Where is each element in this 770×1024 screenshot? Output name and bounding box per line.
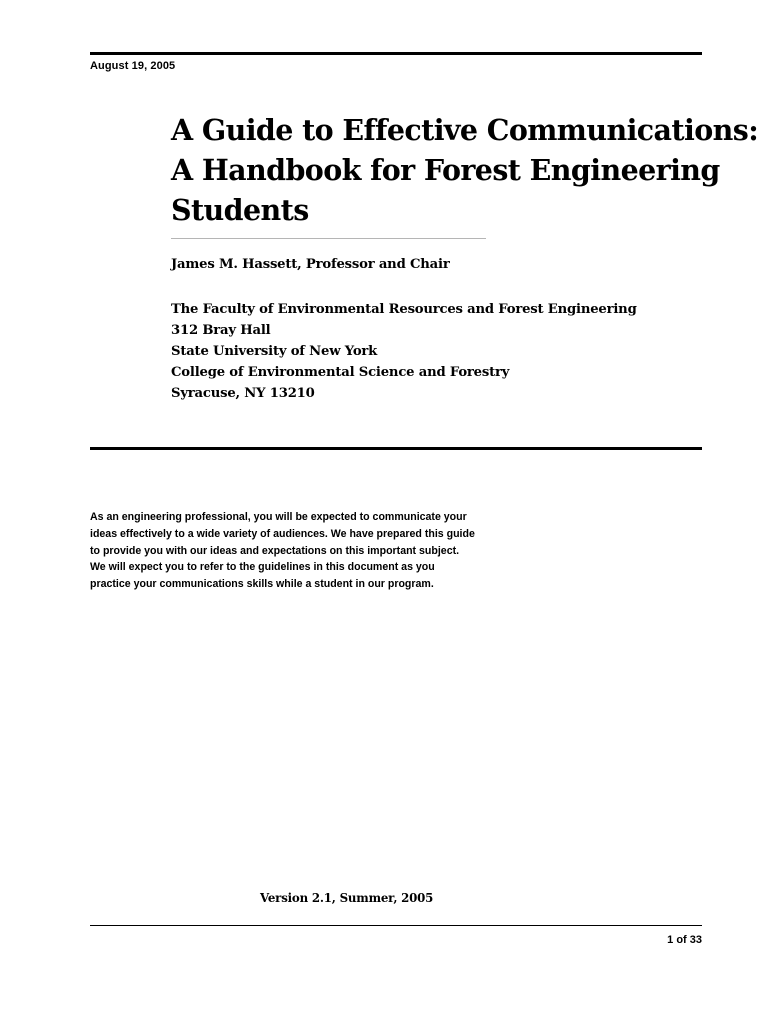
header-date: August 19, 2005 <box>90 60 176 72</box>
author-line: James M. Hassett, Professor and Chair <box>171 257 450 272</box>
section-rule <box>90 447 702 450</box>
title-line: A Handbook for Forest Engineering <box>171 153 720 187</box>
affiliation-line: College of Environmental Science and Forestry <box>171 365 510 380</box>
abstract-line: ideas effectively to a wide variety of audiences. We have prepared this guide <box>90 527 475 540</box>
title-divider <box>171 238 486 239</box>
affiliation-block <box>171 299 637 404</box>
abstract-line: As an engineering professional, you will be expected to communicate your <box>90 511 467 523</box>
page-number: 1 of 33 <box>667 934 702 946</box>
version-note: Version 2.1, Summer, 2005 <box>260 891 434 905</box>
header-rule <box>90 52 702 55</box>
abstract-line: to provide you with our ideas and expectations on this important subject. <box>90 544 460 557</box>
affiliation-line: Syracuse, NY 13210 <box>171 386 315 401</box>
title-line: Students <box>171 193 309 227</box>
affiliation-line: The Faculty of Environmental Resources and Forest Engineering <box>171 302 637 317</box>
affiliation-line: State University of New York <box>171 344 378 359</box>
affiliation-line: 312 Bray Hall <box>171 323 271 338</box>
abstract-paragraph <box>90 509 530 593</box>
footer-rule <box>90 925 702 926</box>
abstract-line: practice your communications skills while a student in our program. <box>90 578 434 591</box>
abstract-line: We will expect you to refer to the guidelines in this document as you <box>90 561 435 574</box>
document-title <box>171 110 759 230</box>
title-line: A Guide to Effective Communications: <box>171 113 759 147</box>
